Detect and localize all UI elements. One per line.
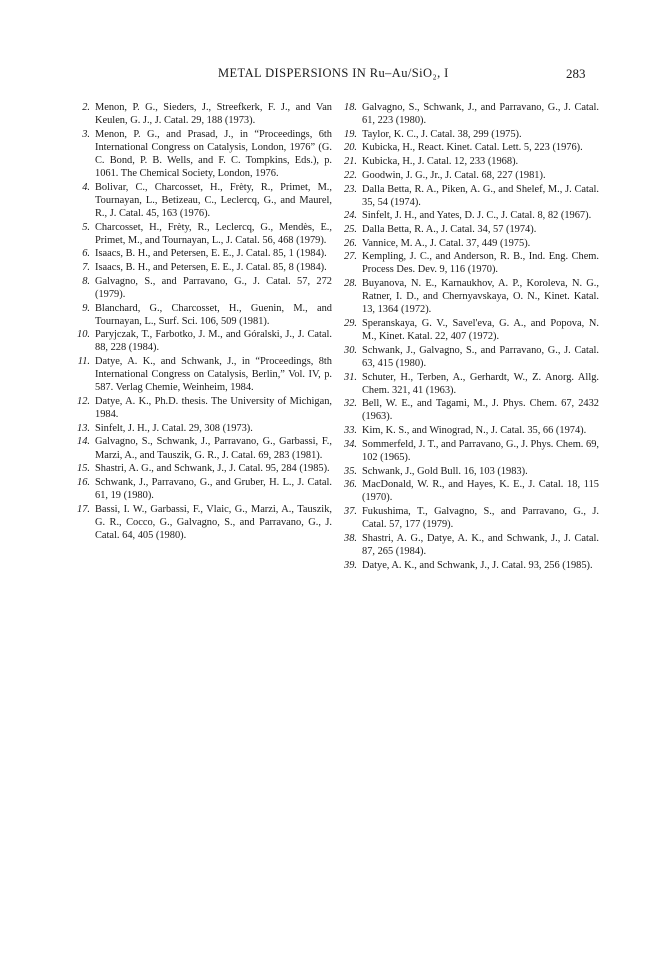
reference-item — [339, 237, 599, 250]
reference-text: Charcosset, H., Frèty, R., Leclercq, G., Mendès, E., Primet, M., and Tournayan, L., J. Catal. 56, 468 (1979). — [95, 221, 332, 246]
reference-item — [72, 247, 332, 260]
reference-number: 6. — [82, 248, 90, 260]
reference-text: Sommerfeld, J. T., and Parravano, G., J. Phys. Chem. 69, 102 (1965). — [362, 438, 599, 463]
reference-text: Kubicka, H., J. Catal. 12, 233 (1968). — [362, 156, 519, 168]
reference-item — [339, 559, 599, 572]
reference-text: Dalla Betta, R. A., J. Catal. 34, 57 (1974). — [362, 224, 537, 235]
reference-item — [339, 397, 599, 423]
reference-item — [339, 183, 599, 209]
references-right-column — [339, 101, 599, 572]
reference-number: 30. — [344, 344, 357, 356]
reference-item — [339, 505, 599, 531]
reference-text: Datye, A. K., Ph.D. thesis. The University of Michigan, 1984. — [95, 396, 332, 421]
reference-text: Menon, P. G., and Prasad, J., in “Proceedings, 6th International Congress on Catalysis, London, 1976” (G. C. Bond, P. B. Wells, and F. C. Tompkins, Eds.), p. 1061. The Chemical Society, London, 1976. — [95, 128, 332, 180]
reference-item — [72, 435, 332, 461]
reference-number: 32. — [344, 398, 357, 410]
reference-number: 10. — [77, 329, 90, 341]
reference-number: 18. — [344, 102, 357, 113]
reference-text: Isaacs, B. H., and Petersen, E. E., J. Catal. 85, 8 (1984). — [95, 262, 327, 274]
reference-text: Isaacs, B. H., and Petersen, E. E., J. Catal. 85, 1 (1984). — [95, 248, 327, 260]
reference-text: Paryjczak, T., Farbotko, J. M., and Góralski, J., J. Catal. 88, 228 (1984). — [95, 329, 332, 354]
reference-text: Galvagno, S., and Parravano, G., J. Catal. 57, 272 (1979). — [95, 275, 332, 300]
reference-item — [72, 355, 332, 394]
reference-number: 12. — [77, 396, 90, 407]
page-number: 283 — [566, 66, 586, 81]
reference-number: 5. — [82, 221, 90, 233]
reference-item — [339, 424, 599, 437]
reference-item — [339, 128, 599, 141]
reference-number: 22. — [344, 169, 357, 181]
reference-number: 7. — [82, 262, 90, 274]
running-title: METAL DISPERSIONS IN Ru–Au/SiO₂, I — [218, 66, 449, 80]
reference-item — [72, 476, 332, 502]
reference-number: 8. — [82, 275, 90, 287]
reference-text: Bell, W. E., and Tagami, M., J. Phys. Chem. 67, 2432 (1963). — [362, 398, 599, 423]
reference-text: Buyanova, N. E., Karnaukhov, A. P., Koroleva, N. G., Ratner, I. D., and Chernyavskaya, O. N., Kinet. Katal. 13, 1364 (1972). — [362, 278, 599, 316]
reference-item — [72, 275, 332, 301]
reference-number: 11. — [77, 356, 90, 368]
reference-item — [72, 328, 332, 354]
reference-text: Shastri, A. G., and Schwank, J., J. Catal. 95, 284 (1985). — [95, 463, 330, 475]
reference-item — [339, 209, 599, 222]
reference-number: 37. — [344, 506, 357, 518]
reference-number: 9. — [82, 302, 90, 314]
reference-item — [72, 261, 332, 274]
reference-item — [72, 302, 332, 328]
reference-text: Schwank, J., Parravano, G., and Gruber, H. L., J. Catal. 61, 19 (1980). — [95, 476, 332, 502]
reference-text: Dalla Betta, R. A., Piken, A. G., and Shelef, M., J. Catal. 35, 54 (1974). — [362, 183, 599, 208]
reference-item — [72, 503, 332, 542]
page-header — [0, 66, 672, 86]
reference-number: 19. — [344, 128, 357, 140]
reference-item — [339, 465, 599, 478]
reference-number: 33. — [344, 425, 357, 437]
reference-text: Taylor, K. C., J. Catal. 38, 299 (1975). — [362, 128, 522, 140]
reference-item — [339, 344, 599, 370]
reference-item — [339, 223, 599, 236]
reference-number: 14. — [77, 436, 90, 448]
reference-item — [72, 422, 332, 435]
reference-number: 23. — [344, 183, 357, 195]
reference-text: Sinfelt, J. H., and Yates, D. J. C., J. Catal. 8, 82 (1967). — [362, 210, 592, 222]
reference-text: Vannice, M. A., J. Catal. 37, 449 (1975). — [362, 237, 531, 249]
reference-item — [339, 371, 599, 397]
reference-item — [72, 221, 332, 247]
reference-text: Fukushima, T., Galvagno, S., and Parravano, G., J. Catal. 57, 177 (1979). — [362, 506, 599, 531]
reference-number: 21. — [344, 156, 357, 168]
reference-number: 17. — [77, 503, 90, 515]
reference-number: 3. — [82, 128, 90, 140]
reference-number: 39. — [344, 559, 357, 571]
reference-text: Bolivar, C., Charcosset, H., Frèty, R., Primet, M., Tournayan, L., Betizeau, C., Leclercq, G., and Maurel, R., J. Catal. 45, 163 (1976). — [95, 181, 332, 219]
reference-text: Menon, P. G., Sieders, J., Streefkerk, F. J., and Van Keulen, G. J., J. Catal. 29, 188 (1973). — [95, 102, 332, 127]
reference-item — [339, 317, 599, 343]
reference-number: 36. — [344, 479, 357, 491]
reference-number: 15. — [77, 463, 90, 475]
reference-item — [339, 250, 599, 276]
reference-item — [339, 101, 599, 127]
reference-text: Goodwin, J. G., Jr., J. Catal. 68, 227 (1981). — [362, 169, 546, 181]
reference-item — [339, 478, 599, 504]
reference-item — [72, 462, 332, 475]
reference-text: Bassi, I. W., Garbassi, F., Vlaic, G., Marzi, A., Tauszik, G. R., Cocco, G., Galvagno, S., and Parravano, G., J. Catal. 64, 405 (1980). — [95, 503, 332, 541]
reference-text: Blanchard, G., Charcosset, H., Guenin, M., and Tournayan, L., Surf. Sci. 106, 509 (1981). — [95, 302, 332, 327]
reference-number: 34. — [344, 438, 357, 450]
reference-text: Kim, K. S., and Winograd, N., J. Catal. 35, 66 (1974). — [362, 425, 587, 437]
reference-item — [339, 438, 599, 464]
reference-item — [339, 277, 599, 316]
reference-text: Schwank, J., Gold Bull. 16, 103 (1983). — [362, 465, 528, 477]
reference-number: 24. — [344, 210, 357, 222]
reference-text: Schwank, J., Galvagno, S., and Parravano, G., J. Catal. 63, 415 (1980). — [362, 344, 599, 369]
reference-item — [339, 169, 599, 182]
reference-item — [72, 181, 332, 220]
reference-text: Kubicka, H., React. Kinet. Catal. Lett. 5, 223 (1976). — [362, 142, 583, 154]
reference-text: Kempling, J. C., and Anderson, R. B., Ind. Eng. Chem. Process Des. Dev. 9, 116 (1970). — [362, 251, 599, 276]
reference-text: MacDonald, W. R., and Hayes, K. E., J. Catal. 18, 115 (1970). — [362, 479, 599, 504]
reference-text: Galvagno, S., Schwank, J., Parravano, G., Garbassi, F., Marzi, A., and Tauszik, G. R., J. Catal. 69, 283 (1981). — [95, 436, 332, 461]
reference-item — [72, 101, 332, 127]
reference-number: 26. — [344, 237, 357, 249]
reference-number: 29. — [344, 318, 357, 330]
reference-item — [339, 532, 599, 558]
reference-number: 16. — [77, 476, 90, 488]
reference-number: 38. — [344, 532, 357, 544]
reference-number: 20. — [344, 142, 357, 154]
reference-text: Datye, A. K., and Schwank, J., in “Proceedings, 8th International Congress on Catalysis, Berlin,” Vol. IV, p. 587. Verlag Chemie, Weinheim, 1984. — [95, 356, 332, 394]
reference-number: 4. — [82, 181, 90, 193]
reference-number: 13. — [77, 422, 90, 434]
reference-number: 25. — [344, 224, 357, 235]
reference-number: 28. — [344, 278, 357, 290]
reference-number: 35. — [344, 465, 357, 477]
reference-text: Datye, A. K., and Schwank, J., J. Catal. 93, 256 (1985). — [362, 559, 593, 571]
reference-text: Speranskaya, G. V., Savel'eva, G. A., and Popova, N. M., Kinet. Katal. 22, 407 (1972). — [362, 318, 599, 343]
reference-number: 27. — [344, 251, 357, 263]
reference-item — [339, 155, 599, 168]
reference-text: Shastri, A. G., Datye, A. K., and Schwank, J., J. Catal. 87, 265 (1984). — [362, 532, 599, 557]
references-left-column — [72, 101, 332, 543]
reference-item — [339, 141, 599, 154]
reference-text: Sinfelt, J. H., J. Catal. 29, 308 (1973). — [95, 422, 253, 434]
reference-text: Galvagno, S., Schwank, J., and Parravano, G., J. Catal. 61, 223 (1980). — [362, 102, 599, 127]
reference-text: Schuter, H., Terben, A., Gerhardt, W., Z. Anorg. Allg. Chem. 321, 41 (1963). — [362, 371, 599, 396]
reference-item — [72, 128, 332, 180]
reference-item — [72, 395, 332, 421]
reference-number: 2. — [82, 102, 90, 113]
reference-number: 31. — [344, 371, 357, 383]
